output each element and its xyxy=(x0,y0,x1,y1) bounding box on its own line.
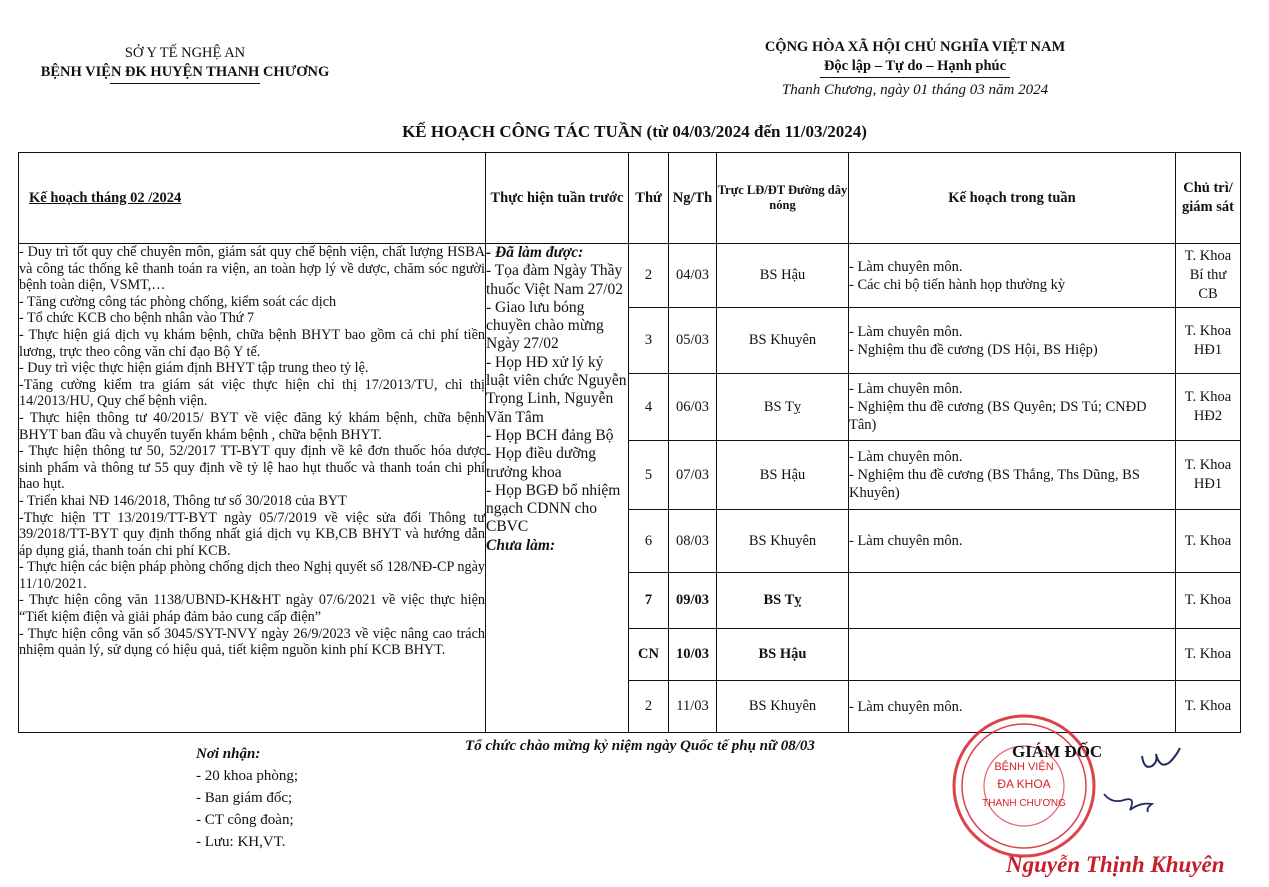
document-date: Thanh Chương, ngày 01 tháng 03 năm 2024 xyxy=(781,82,1049,98)
duty-cell: BS Khuyên xyxy=(717,510,849,573)
director-title: GIÁM ĐỐC xyxy=(1012,742,1103,761)
col-header-day: Thứ xyxy=(629,153,669,244)
done-heading: - Đã làm được: xyxy=(486,244,584,261)
day-cell: 5 xyxy=(629,441,669,510)
supervisor-cell: T. Khoa xyxy=(1176,681,1241,733)
day-cell: 4 xyxy=(629,374,669,441)
date-cell: 08/03 xyxy=(669,510,717,573)
signer-name: Nguyễn Thịnh Khuyên xyxy=(1006,852,1225,877)
document-title: KẾ HOẠCH CÔNG TÁC TUẦN (từ 04/03/2024 đến 11/03/2024) xyxy=(402,122,867,141)
date-cell: 04/03 xyxy=(669,244,717,308)
date-cell: 07/03 xyxy=(669,441,717,510)
plan-row xyxy=(19,244,1241,308)
weekly-plan-cell xyxy=(849,573,1176,629)
stamp-line: ĐA KHOA xyxy=(997,777,1051,791)
duty-cell: BS Khuyên xyxy=(717,308,849,374)
day-cell: 3 xyxy=(629,308,669,374)
day-cell: 6 xyxy=(629,510,669,573)
duty-cell: BS Tỵ xyxy=(717,374,849,441)
supervisor-cell: T. Khoa Bí thư CB xyxy=(1176,244,1241,308)
issuer-header xyxy=(20,44,350,84)
director-signature xyxy=(1100,742,1200,832)
col-header-monthly-plan: Kế hoạch tháng 02 /2024 xyxy=(19,153,486,244)
col-header-date: Ng/Th xyxy=(669,153,717,244)
national-motto: Độc lập – Tự do – Hạnh phúc xyxy=(823,58,1007,74)
stamp-line: BỆNH VIỆN xyxy=(994,761,1054,773)
supervisor-cell: T. Khoa xyxy=(1176,510,1241,573)
recipient-item: - Lưu: KH,VT. xyxy=(196,834,286,850)
issuer-underline xyxy=(110,83,260,84)
monthly-plan-cell xyxy=(19,244,486,733)
signer-name-handwritten xyxy=(1000,840,1230,886)
supervisor-cell: T. Khoa HĐ2 xyxy=(1176,374,1241,441)
day-cell: 2 xyxy=(629,681,669,733)
col-header-supervisor: Chủ trì/ giám sát xyxy=(1176,153,1241,244)
department-name: SỞ Y TẾ NGHỆ AN xyxy=(124,45,246,61)
supervisor-cell: T. Khoa xyxy=(1176,629,1241,681)
col-header-weekly-plan: Kế hoạch trong tuần xyxy=(849,153,1176,244)
event-note: Tổ chức chào mừng kỷ niệm ngày Quốc tế phụ nữ 08/03 xyxy=(465,738,815,754)
date-cell: 11/03 xyxy=(669,681,717,733)
recipients-block xyxy=(196,743,298,853)
date-cell: 06/03 xyxy=(669,374,717,441)
supervisor-cell: T. Khoa xyxy=(1176,573,1241,629)
supervisor-cell: T. Khoa HĐ1 xyxy=(1176,441,1241,510)
duty-cell: BS Tỵ xyxy=(717,573,849,629)
done-items: - Tọa đàm Ngày Thầy thuốc Việt Nam 27/02 - Giao lưu bóng chuyền chào mừng Ngày 27/02 - Họp HĐ xử lý kỷ luật viên chức Nguyễn Trọng Linh, Nguyễn Văn Tâm - Họp BCH đảng Bộ - Họp điều dưỡng trưởng khoa - Họp BGĐ bổ nhiệm ngạch CDNN cho CBVC xyxy=(486,262,627,536)
national-title: CỘNG HÒA XÃ HỘI CHỦ NGHĨA VIỆT NAM xyxy=(764,39,1066,55)
weekly-plan-cell: - Làm chuyên môn. - Nghiệm thu đề cương (DS Hội, BS Hiệp) xyxy=(849,308,1176,374)
duty-cell: BS Khuyên xyxy=(717,681,849,733)
recipient-item: - Ban giám đốc; xyxy=(196,790,293,806)
duty-cell: BS Hậu xyxy=(717,629,849,681)
col-header-duty: Trực LĐ/ĐT Đường dây nóng xyxy=(717,153,849,244)
duty-cell: BS Hậu xyxy=(717,441,849,510)
recipients-heading: Nơi nhận: xyxy=(196,746,261,762)
date-cell: 05/03 xyxy=(669,308,717,374)
weekly-plan-table xyxy=(18,152,1241,733)
weekly-plan-cell: - Làm chuyên môn. - Nghiệm thu đề cương (BS Thắng, Ths Dũng, BS Khuyên) xyxy=(849,441,1176,510)
stamp-line: THANH CHƯƠNG xyxy=(982,798,1066,809)
date-cell: 09/03 xyxy=(669,573,717,629)
header-row xyxy=(19,153,1241,244)
motto-underline xyxy=(820,77,1010,78)
weekly-plan-cell: - Làm chuyên môn. - Nghiệm thu đề cương (BS Quyên; DS Tú; CNĐD Tân) xyxy=(849,374,1176,441)
weekly-plan-cell: - Làm chuyên môn. xyxy=(849,510,1176,573)
duty-cell: BS Hậu xyxy=(717,244,849,308)
national-header xyxy=(700,38,1130,78)
hospital-stamp xyxy=(950,712,1098,860)
hospital-name: BỆNH VIỆN ĐK HUYỆN THANH CHƯƠNG xyxy=(40,64,330,80)
day-cell: 2 xyxy=(629,244,669,308)
recipient-item: - 20 khoa phòng; xyxy=(196,768,299,784)
col-header-previous-week: Thực hiện tuần trước xyxy=(486,153,629,244)
weekly-plan-cell xyxy=(849,629,1176,681)
day-cell: CN xyxy=(629,629,669,681)
supervisor-cell: T. Khoa HĐ1 xyxy=(1176,308,1241,374)
date-cell: 10/03 xyxy=(669,629,717,681)
recipient-item: - CT công đoàn; xyxy=(196,812,294,828)
weekly-plan-cell: - Làm chuyên môn. xyxy=(849,681,1176,733)
pending-heading: Chưa làm: xyxy=(486,536,556,554)
day-cell: 7 xyxy=(629,573,669,629)
monthly-plan-text: - Duy trì tốt quy chế chuyên môn, giám sát quy chế bệnh viện, chất lượng HSBA và công tác thống kê thanh toán ra viện, an toàn hợp lý về dược, chăm sóc người bệnh toàn diện, VSMT,… - Tăng cường công tác phòng chống, kiểm soát các dịch - Tổ chức KCB cho bệnh nhân vào Thứ 7 - Thực hiện giá dịch vụ khám bệnh, chữa bệnh BHYT bao gồm cả chi phí tiền lương, trực theo công văn chỉ đạo Bộ Y tế. - Duy trì việc thực hiện giám định BHYT tập trung theo tỷ lệ. -Tăng cường kiểm tra giám sát việc thực hiện chỉ thị 17/2013/TU, chỉ thị 14/2013/HU, Quy chế bệnh viện. - Thực hiện thông tư 40/2015/ BYT về việc đăng ký khám bệnh, chữa bệnh BHYT ban đầu và chuyển tuyến khám bệnh , chữa bệnh BHYT. - Thực hiện thông tư 50, 52/2017 TT-BYT quy định về kê đơn thuốc hóa dược sinh phẩm và thông tư 55 quy định về tỷ lệ hao hụt thuốc và thanh toán chi phí hao hụt. - Triển khai NĐ 146/2018, Thông tư số 30/2018 của BYT -Thực hiện TT 13/2019/TT-BYT ngày 05/7/2019 về việc sửa đổi Thông tư 39/2018/TT-BYT quy định thống nhất giá dịch vụ KB,CB BHYT và hướng dẫn áp dụng giá, thanh toán chi phí KCB. - Thực hiện các biện pháp phòng chống dịch theo Nghị quyết số 128/NĐ-CP ngày 11/10/2021. - Thực hiện công văn 1138/UBND-KH&HT ngày 07/6/2021 về việc thực hiện “Tiết kiệm điện và giải pháp đảm bảo cung cấp điện” - Thực hiện công văn số 3045/SYT-NVY ngày 26/9/2023 về việc nâng cao trách nhiệm quản lý, sử dụng có hiệu quả, tiết kiệm nguồn kinh phí KCB BHYT. xyxy=(19,244,485,659)
weekly-plan-cell: - Làm chuyên môn. - Các chi bộ tiến hành họp thường kỳ xyxy=(849,244,1176,308)
previous-week-cell xyxy=(486,244,629,733)
